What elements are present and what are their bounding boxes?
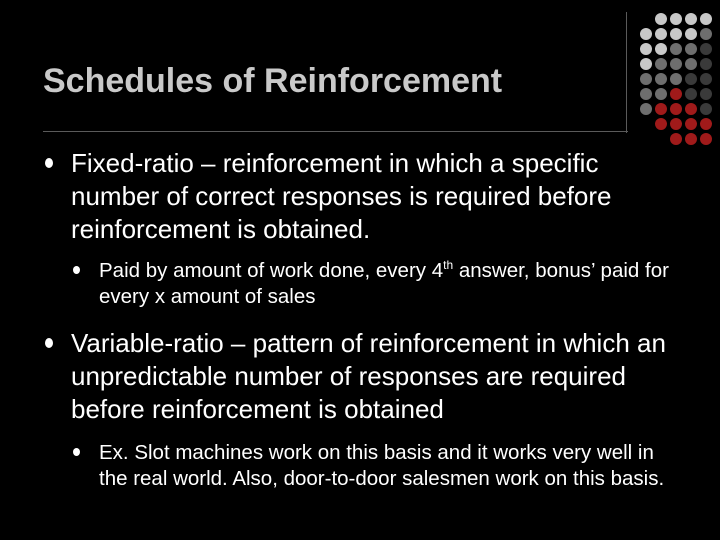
decorative-dot	[640, 58, 652, 70]
decorative-dot	[670, 13, 682, 25]
subbullet-text-before: Paid by amount of work done, every 4	[99, 259, 444, 282]
subbullet-text-after: answer, bonus’ paid for every x amount of sales	[99, 259, 669, 308]
subbullet-variable-ratio-example	[73, 440, 673, 492]
decorative-dot	[700, 118, 712, 130]
subbullet-fixed-ratio-example	[73, 258, 673, 310]
bullet-fixed-ratio	[45, 147, 675, 246]
decorative-dot	[640, 73, 652, 85]
superscript-th: th	[443, 258, 454, 273]
decorative-dot	[700, 103, 712, 115]
decorative-dot	[685, 133, 697, 145]
decorative-dot	[685, 103, 697, 115]
decorative-dot	[640, 43, 652, 55]
decorative-dot	[685, 43, 697, 55]
bullet-variable-ratio	[45, 327, 675, 426]
title-divider	[43, 131, 628, 132]
vertical-divider	[626, 12, 627, 133]
decorative-dot	[655, 13, 667, 25]
decorative-dot	[655, 88, 667, 100]
decorative-dot	[700, 28, 712, 40]
decorative-dot	[700, 13, 712, 25]
decorative-dot	[670, 118, 682, 130]
decorative-dot	[670, 133, 682, 145]
slide-title: Schedules of Reinforcement	[43, 62, 503, 100]
decorative-dot	[670, 58, 682, 70]
decorative-dot	[670, 43, 682, 55]
bullet-marker	[73, 266, 80, 274]
bullet-text: Fixed-ratio – reinforcement in which a specific number of correct responses is required before reinforcement is obtained.	[71, 148, 612, 244]
decorative-dot	[640, 88, 652, 100]
decorative-dot	[655, 73, 667, 85]
bullet-marker	[73, 448, 80, 456]
decorative-dot	[670, 88, 682, 100]
decorative-dot	[700, 73, 712, 85]
decorative-dot	[655, 118, 667, 130]
decorative-dot	[700, 58, 712, 70]
decorative-dot	[655, 28, 667, 40]
decorative-dot	[640, 28, 652, 40]
decorative-dot	[685, 88, 697, 100]
decorative-dot	[700, 43, 712, 55]
decorative-dot	[700, 88, 712, 100]
decorative-dot	[685, 118, 697, 130]
subbullet-text: Ex. Slot machines work on this basis and it works very well in the real world. Also, door-to-door salesmen work on this basis.	[99, 441, 665, 490]
decorative-dot	[685, 58, 697, 70]
decorative-dot	[655, 103, 667, 115]
decorative-dot	[655, 58, 667, 70]
decorative-dot	[685, 28, 697, 40]
bullet-marker	[45, 158, 53, 168]
decorative-dot	[700, 133, 712, 145]
bullet-marker	[45, 338, 53, 348]
decorative-dot	[670, 28, 682, 40]
subbullet-text	[99, 258, 673, 310]
decorative-dot	[685, 73, 697, 85]
decorative-dot	[670, 73, 682, 85]
decorative-dot	[640, 103, 652, 115]
decorative-dot	[655, 43, 667, 55]
decorative-dot	[685, 13, 697, 25]
bullet-text: Variable-ratio – pattern of reinforcement in which an unpredictable number of responses are required before reinforcement is obtained	[71, 328, 666, 424]
decorative-dot	[670, 103, 682, 115]
